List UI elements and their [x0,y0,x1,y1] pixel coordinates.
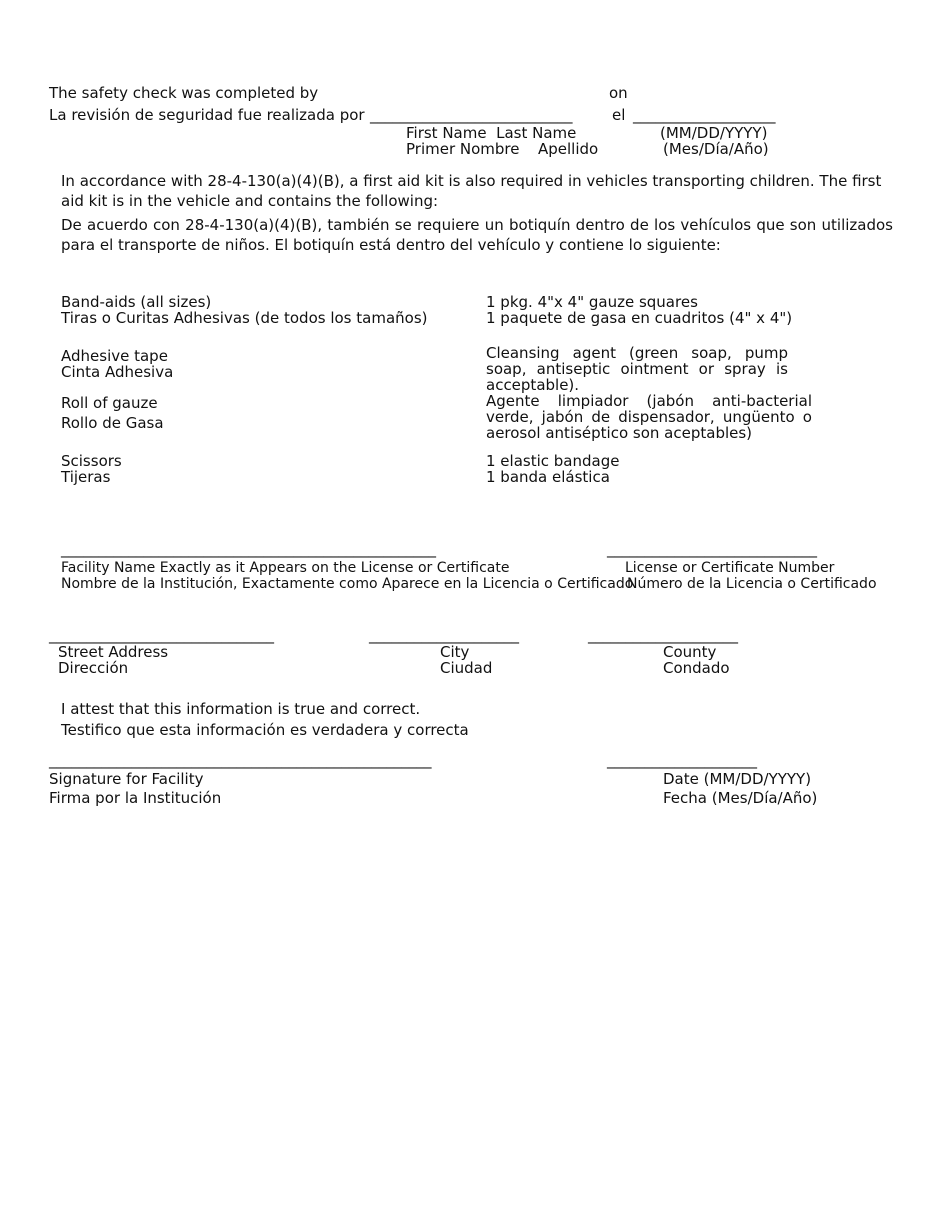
street-address-label-es: Dirección [58,659,129,677]
kit-item-es: Rollo de Gasa [61,414,164,432]
kit-item-en: 1 pkg. 4"x 4" gauze squares [486,293,698,311]
city-field[interactable]: ____________________ [369,626,519,644]
attest-statement-en: I attest that this information is true and correct. [61,700,421,718]
street-address-label-en: Street Address [58,643,169,661]
kit-item-es: 1 paquete de gasa en cuadritos (4" x 4") [486,309,793,327]
kit-item-cleansing-agent-es: Agente limpiador (jabón anti-bacterial verde, jabón de dispensador, ungüento o aerosol antiséptico son aceptables) [486,392,812,442]
city-label-es: Ciudad [440,659,493,677]
kit-item-en: Roll of gauze [61,394,158,412]
signature-date-label-en: Date (MM/DD/YYYY) [663,770,812,788]
facility-name-field[interactable]: __________________________________________________ [61,540,436,558]
license-number-field[interactable]: ____________________________ [607,540,817,558]
kit-item-bandaids [61,294,461,326]
el-label-es: el [612,106,626,124]
county-field[interactable]: ____________________ [588,626,738,644]
completed-by-label-es: La revisión de seguridad fue realizada por [49,106,365,124]
kit-item-en: Scissors [61,452,122,470]
kit-item-elastic-bandage [486,453,906,485]
first-last-name-caption-en: First Name Last Name [406,124,577,142]
street-address-field[interactable]: ______________________________ [49,626,274,644]
intro-paragraph-es: De acuerdo con 28-4-130(a)(4)(B), también se requiere un botiquín dentro de los vehículos que son utilizados para el transporte de niños. El botiquín está dentro del vehículo y contiene lo siguiente: [61,216,893,254]
license-number-label-en: License or Certificate Number [625,560,835,576]
facility-signature-field[interactable]: ___________________________________________________ [49,751,432,769]
license-number-label-es: Número de la Licencia o Certificado [627,576,877,592]
signature-date-field[interactable]: ____________________ [607,751,757,769]
facility-name-label-es: Nombre de la Institución, Exactamente como Aparece en la Licencia o Certificado [61,576,634,592]
signature-label-en: Signature for Facility [49,770,204,788]
completed-by-label-en: The safety check was completed by [49,84,319,102]
kit-item-es: Tijeras [61,468,111,486]
signature-date-label-es: Fecha (Mes/Día/Año) [663,789,818,807]
city-label-en: City [440,643,470,661]
kit-item-en: Band-aids (all sizes) [61,293,212,311]
date-format-caption-es: (Mes/Día/Año) [663,140,769,158]
kit-item-adhesive-tape [61,348,461,380]
kit-item-es: Cinta Adhesiva [61,363,174,381]
date-format-caption-en: (MM/DD/YYYY) [660,124,768,142]
first-name-caption-es: Primer Nombre [406,140,520,158]
kit-item-en: 1 elastic bandage [486,452,620,470]
kit-item-es: Tiras o Curitas Adhesivas (de todos los tamaños) [61,309,428,327]
county-label-en: County [663,643,717,661]
kit-item-cleansing-agent-en: Cleansing agent (green soap, pump soap, antiseptic ointment or spray is acceptable). [486,344,788,394]
inspection-date-field[interactable]: ___________________ [633,106,776,124]
facility-name-label-en: Facility Name Exactly as it Appears on the License or Certificate [61,560,510,576]
on-label-en: on [609,84,628,102]
attest-statement-es: Testifico que esta información es verdadera y correcta [61,721,469,739]
kit-item-es: 1 banda elástica [486,468,610,486]
last-name-caption-es: Apellido [538,140,599,158]
kit-item-gauze-squares [486,294,906,326]
kit-item-scissors [61,453,461,485]
intro-paragraph-en: In accordance with 28-4-130(a)(4)(B), a first aid kit is also required in vehicles transporting children. The first aid kit is in the vehicle and contains the following: [61,172,882,210]
kit-item-en: Adhesive tape [61,347,168,365]
county-label-es: Condado [663,659,730,677]
kit-item-gauze-roll [61,393,461,433]
signature-label-es: Firma por la Institución [49,789,222,807]
inspector-name-field[interactable]: ___________________________ [370,106,573,124]
